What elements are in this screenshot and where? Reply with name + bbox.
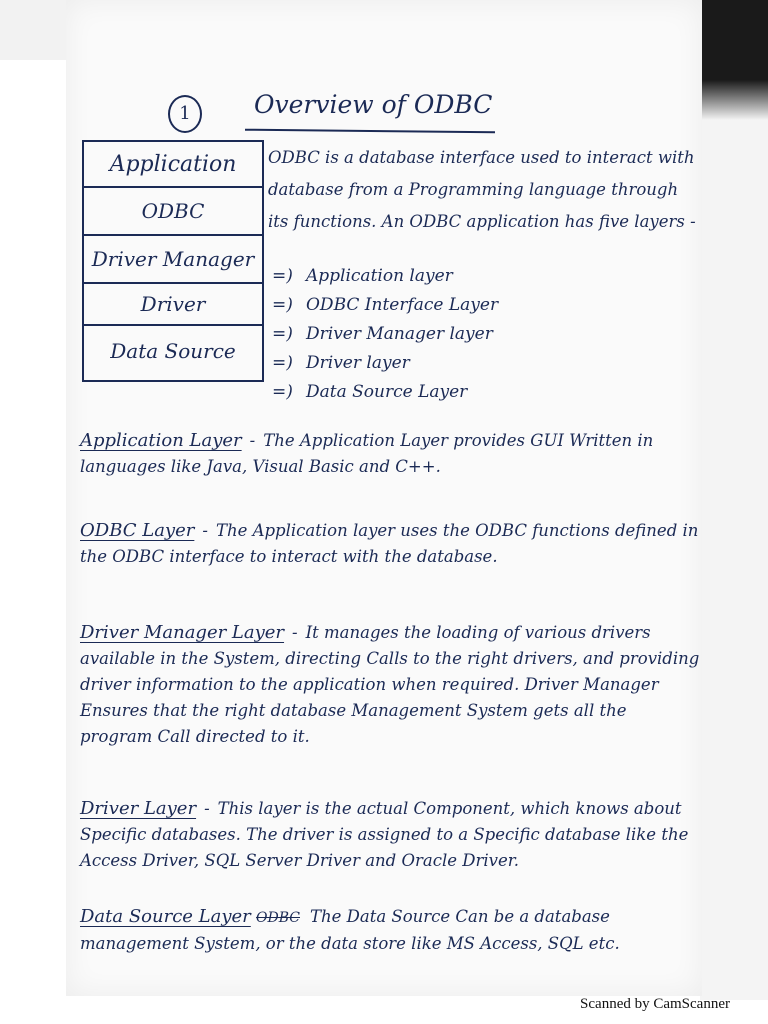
layers-list-item: =) ODBC Interface Layer <box>272 291 602 320</box>
scanner-watermark: Scanned by CamScanner <box>580 996 730 1012</box>
layers-list-item: =) Data Source Layer <box>272 378 602 407</box>
layers-list <box>272 262 602 407</box>
odbc-layer-stack-diagram <box>82 140 264 382</box>
arrow-marker: =) <box>272 382 293 402</box>
layers-list-item: =) Driver layer <box>272 349 602 378</box>
section-heading: Driver Manager Layer <box>80 622 285 643</box>
section-data-source-layer <box>80 904 700 957</box>
stack-layer-driver: Driver <box>84 284 262 326</box>
page-title: Overview of ODBC <box>254 90 493 119</box>
arrow-marker: =) <box>272 266 293 286</box>
layers-list-item: =) Application layer <box>272 262 602 291</box>
layers-list-item: =) Driver Manager layer <box>272 320 602 349</box>
arrow-marker: =) <box>272 353 293 373</box>
stack-layer-data-source: Data Source <box>110 339 236 363</box>
section-heading: Data Source Layer <box>80 906 251 927</box>
stack-layer-odbc: ODBC <box>84 188 262 236</box>
section-body: The Application layer uses the ODBC functions defined in the ODBC interface to interact with the database. <box>80 521 699 566</box>
arrow-marker: =) <box>272 295 293 315</box>
section-heading: Application Layer <box>80 430 242 451</box>
intro-paragraph: ODBC is a database interface used to interact with database from a Programming language through its functions. An ODBC application has five layers - <box>268 148 696 231</box>
arrow-marker: =) <box>272 324 293 344</box>
section-application-layer: Application Layer - The Application Layer provides GUI Written in languages like Java, Visual Basic and C++. <box>80 430 654 476</box>
section-heading: Driver Layer <box>80 798 197 819</box>
stack-layer-application: Application <box>84 142 262 188</box>
section-body: The Data Source Can be a database management System, or the data store like MS Access, SQL etc. <box>80 907 620 953</box>
stack-layer-driver-manager: Driver Manager <box>84 236 262 284</box>
section-body: It manages the loading of various drivers available in the System, directing Calls to the right drivers, and providing driver information to the application when required. Driver Manager Ensures that the right database Management System gets all the program Call directed to it. <box>80 623 700 746</box>
section-odbc-layer: ODBC Layer - The Application layer uses the ODBC functions defined in the ODBC interface to interact with the database. <box>80 520 699 566</box>
section-body: This layer is the actual Component, which knows about Specific databases. The driver is assigned to a Specific database like the Access Driver, SQL Server Driver and Oracle Driver. <box>80 799 689 870</box>
struck-out-word: ODBC <box>256 910 300 926</box>
section-driver-layer: Driver Layer - This layer is the actual Component, which knows about Specific databases. The driver is assigned to a Specific database like the Access Driver, SQL Server Driver and Oracle Driver. <box>80 798 689 870</box>
background-right <box>700 0 768 1000</box>
page-number: 1 <box>168 95 202 133</box>
section-driver-manager-layer: Driver Manager Layer - It manages the loading of various drivers available in the System, directing Calls to the right drivers, and providing driver information to the application when required. Driver Manager Ensures that the right database Management System gets all the program Call directed to it. <box>80 622 700 746</box>
section-heading: ODBC Layer <box>80 520 195 541</box>
section-body: The Application Layer provides GUI Written in languages like Java, Visual Basic and C++. <box>80 431 654 476</box>
